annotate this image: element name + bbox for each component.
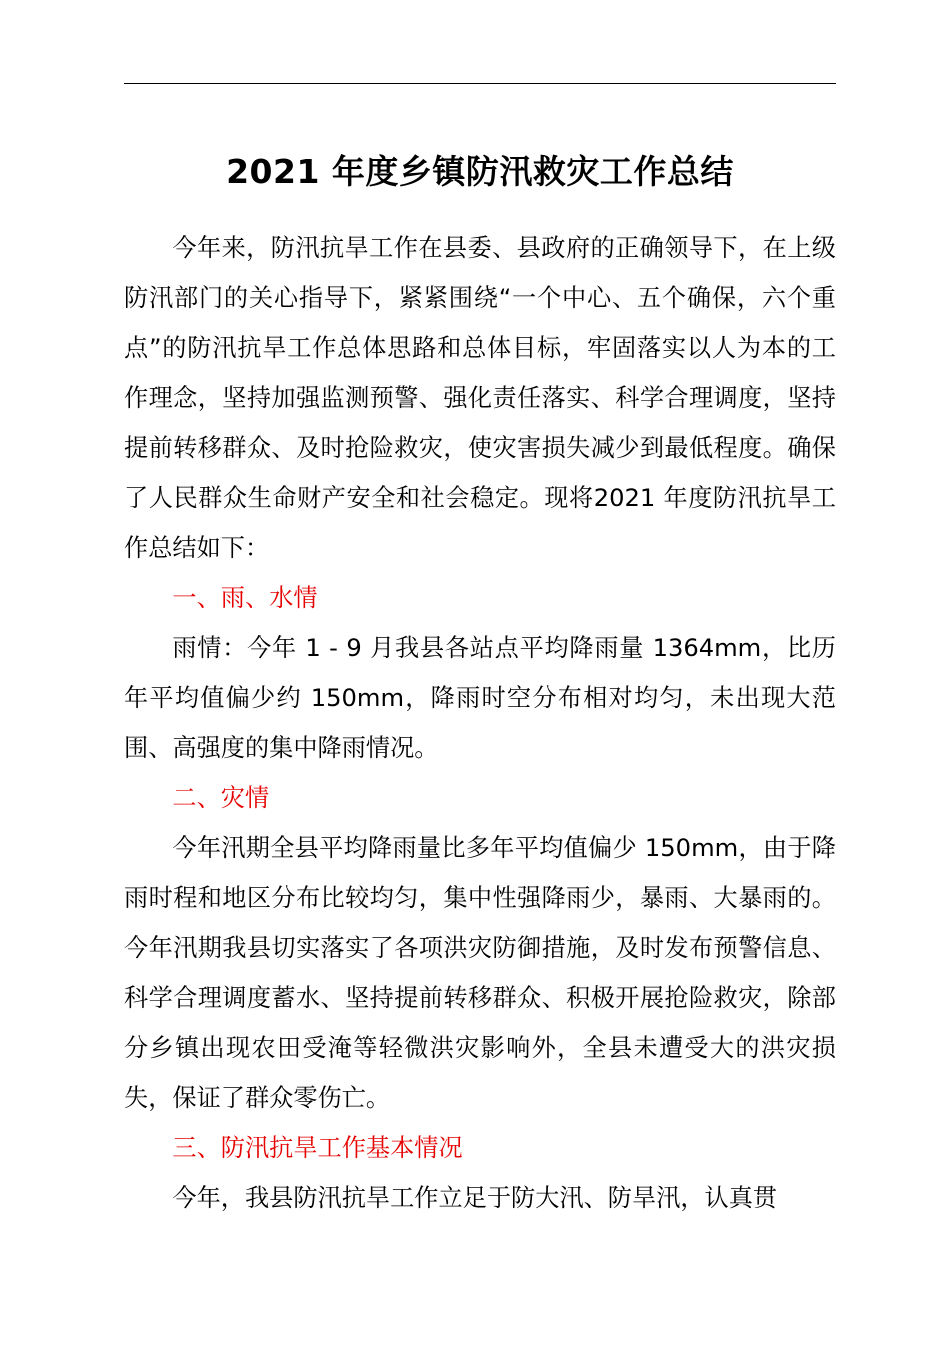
section-paragraph-rain-water: 雨情：今年 1 - 9 月我县各站点平均降雨量 1364mm，比历年平均值偏少约 150mm，降雨时空分布相对均匀，未出现大范围、高强度的集中降雨情况。 <box>124 634 836 762</box>
section-heading-basic-work: 三、防汛抗旱工作基本情况 <box>172 1134 463 1162</box>
document-body <box>124 223 836 1223</box>
section-paragraph-disaster: 今年汛期全县平均降雨量比多年平均值偏少 150mm，由于降雨时程和地区分布比较均匀，集中性强降雨少，暴雨、大暴雨的。今年汛期我县切实落实了各项洪灾防御措施，及时发布预警信息、科学合理调度蓄水、坚持提前转移群众、积极开展抢险救灾，除部分乡镇出现农田受淹等轻微洪灾影响外，全县未遭受大的洪灾损失，保证了群众零伤亡。 <box>124 834 836 1112</box>
header-rule <box>124 83 836 84</box>
section-paragraph-basic-work: 今年，我县防汛抗旱工作立足于防大汛、防旱汛，认真贯 <box>172 1184 778 1212</box>
intro-paragraph: 今年来，防汛抗旱工作在县委、县政府的正确领导下，在上级防汛部门的关心指导下，紧紧围绕“一个中心、五个确保，六个重点”的防汛抗旱工作总体思路和总体目标，牢固落实以人为本的工作理念，坚持加强监测预警、强化责任落实、科学合理调度，坚持提前转移群众、及时抢险救灾，使灾害损失减少到最低程度。确保了人民群众生命财产安全和社会稳定。现将2021 年度防汛抗旱工作总结如下： <box>124 234 836 562</box>
document-title: 2021 年度乡镇防汛救灾工作总结 <box>226 152 734 191</box>
section-heading-rain-water: 一、雨、水情 <box>172 584 318 612</box>
section-heading-disaster: 二、灾情 <box>172 784 270 812</box>
